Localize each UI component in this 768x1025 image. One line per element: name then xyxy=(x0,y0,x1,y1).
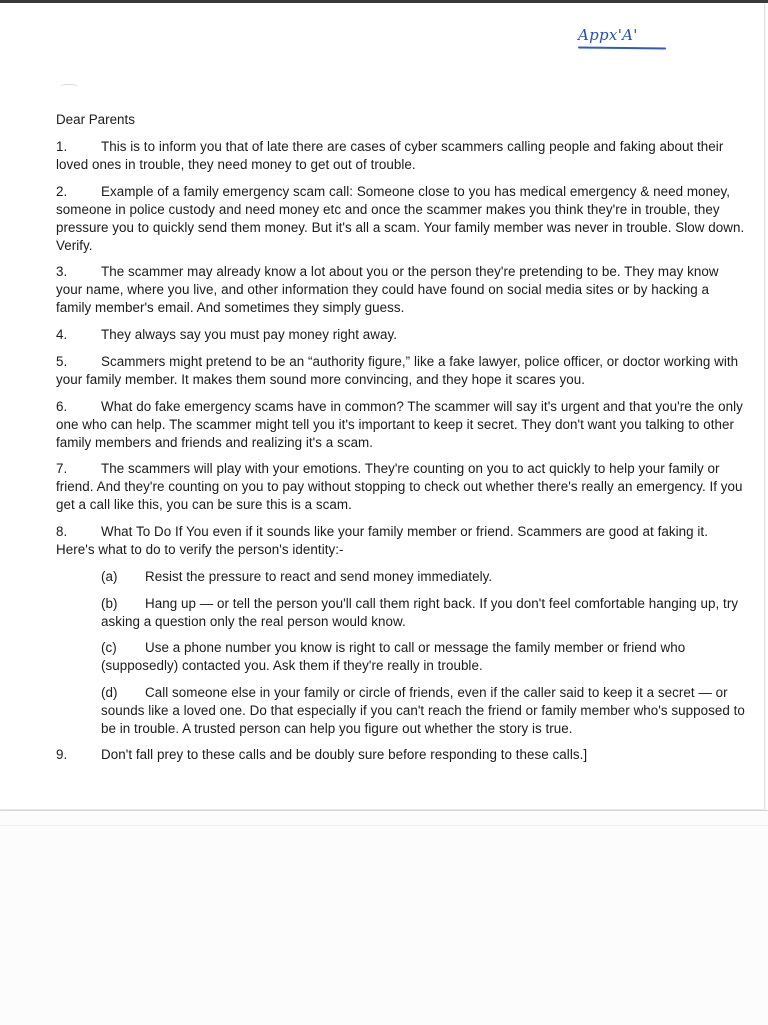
paragraph-number: 2. xyxy=(56,184,68,199)
subitem-text: Hang up — or tell the person you'll call them right back. If you don't feel comfortable hanging up, try asking a question only the real person would know. xyxy=(101,596,739,629)
paragraph-7 xyxy=(56,460,748,514)
paragraph-number: 1. xyxy=(56,139,68,154)
paragraph-text: The scammer may already know a lot about you or the person they're pretending to be. They may know your name, where you live, and other information they could have found on social media sites or by hacking a family member's email. And sometimes they simply guess. xyxy=(56,264,719,315)
paragraph-text: Don't fall prey to these calls and be doubly sure before responding to these calls.] xyxy=(101,747,588,762)
paragraph-2 xyxy=(56,183,748,255)
paragraph-number: 6. xyxy=(56,399,68,414)
paragraph-number: 7. xyxy=(56,461,68,476)
paragraph-5 xyxy=(56,353,748,389)
paragraph-6 xyxy=(56,398,748,452)
subitem-label: (d) xyxy=(101,685,118,700)
subitem-label: (b) xyxy=(101,596,118,611)
paragraph-3 xyxy=(56,263,748,317)
paragraph-text: The scammers will play with your emotions. They're counting on you to act quickly to help your family or friend. And they're counting on you to pay without stopping to check out whether there's really an emergency. If you get a call like this, you can be sure this is a scam. xyxy=(56,461,743,512)
paragraph-4 xyxy=(56,326,748,344)
paragraph-number: 9. xyxy=(56,747,68,762)
subitem-d xyxy=(101,684,753,738)
subitem-c xyxy=(101,639,753,675)
paragraph-1 xyxy=(56,138,748,174)
fold-mark xyxy=(0,825,768,826)
subitem-label: (c) xyxy=(101,640,117,655)
paragraph-text: This is to inform you that of late there are cases of cyber scammers calling people and faking about their loved ones in trouble, they need money to get out of trouble. xyxy=(56,139,724,172)
paragraph-text: Scammers might pretend to be an “authority figure,” like a fake lawyer, police officer, or doctor working with your family member. It makes them sound more convincing, and they hope it scares you. xyxy=(56,354,739,387)
paragraph-number: 4. xyxy=(56,327,68,342)
subitem-label: (a) xyxy=(101,569,118,584)
paragraph-text: They always say you must pay money right away. xyxy=(101,327,398,342)
subitem-text: Resist the pressure to react and send money immediately. xyxy=(145,569,493,584)
greeting: Dear Parents xyxy=(56,112,135,127)
subitem-text: Call someone else in your family or circle of friends, even if the caller said to keep it a secret — or sounds like a loved one. Do that especially if you can't reach the friend or family member who's supposed to be in trouble. A trusted person can help you figure out whether the story is true. xyxy=(101,685,745,736)
paragraph-text: What do fake emergency scams have in common? The scammer will say it's urgent and that you're the only one who can help. The scammer might tell you it's important to keep it secret. They don't want you talking to other family members and friends and realizing it's a scam. xyxy=(56,399,743,450)
subitem-text: Use a phone number you know is right to call or message the family member or friend who (supposedly) contacted you. Ask them if they're really in trouble. xyxy=(101,640,686,673)
pen-mark xyxy=(60,84,78,89)
paragraph-text: Example of a family emergency scam call: Someone close to you has medical emergency & need money, someone in police custody and need money etc and once the scammer makes you think they're in trouble, they pressure you to quickly send them money. But it's all a scam. Your family member was never in trouble. Slow down. Verify. xyxy=(56,184,745,253)
paragraph-text: What To Do If You even if it sounds like your family member or friend. Scammers are good at faking it. Here's what to do to verify the person's identity:- xyxy=(56,524,708,557)
paragraph-number: 8. xyxy=(56,524,68,539)
paragraph-9 xyxy=(56,746,748,764)
subitem-b xyxy=(101,595,753,631)
paragraph-8 xyxy=(56,523,748,559)
appendix-annotation: Appx'A' xyxy=(578,26,638,44)
paragraph-number: 3. xyxy=(56,264,68,279)
paragraph-number: 5. xyxy=(56,354,68,369)
underlying-sheet xyxy=(0,810,768,1025)
subitem-a xyxy=(101,568,753,586)
